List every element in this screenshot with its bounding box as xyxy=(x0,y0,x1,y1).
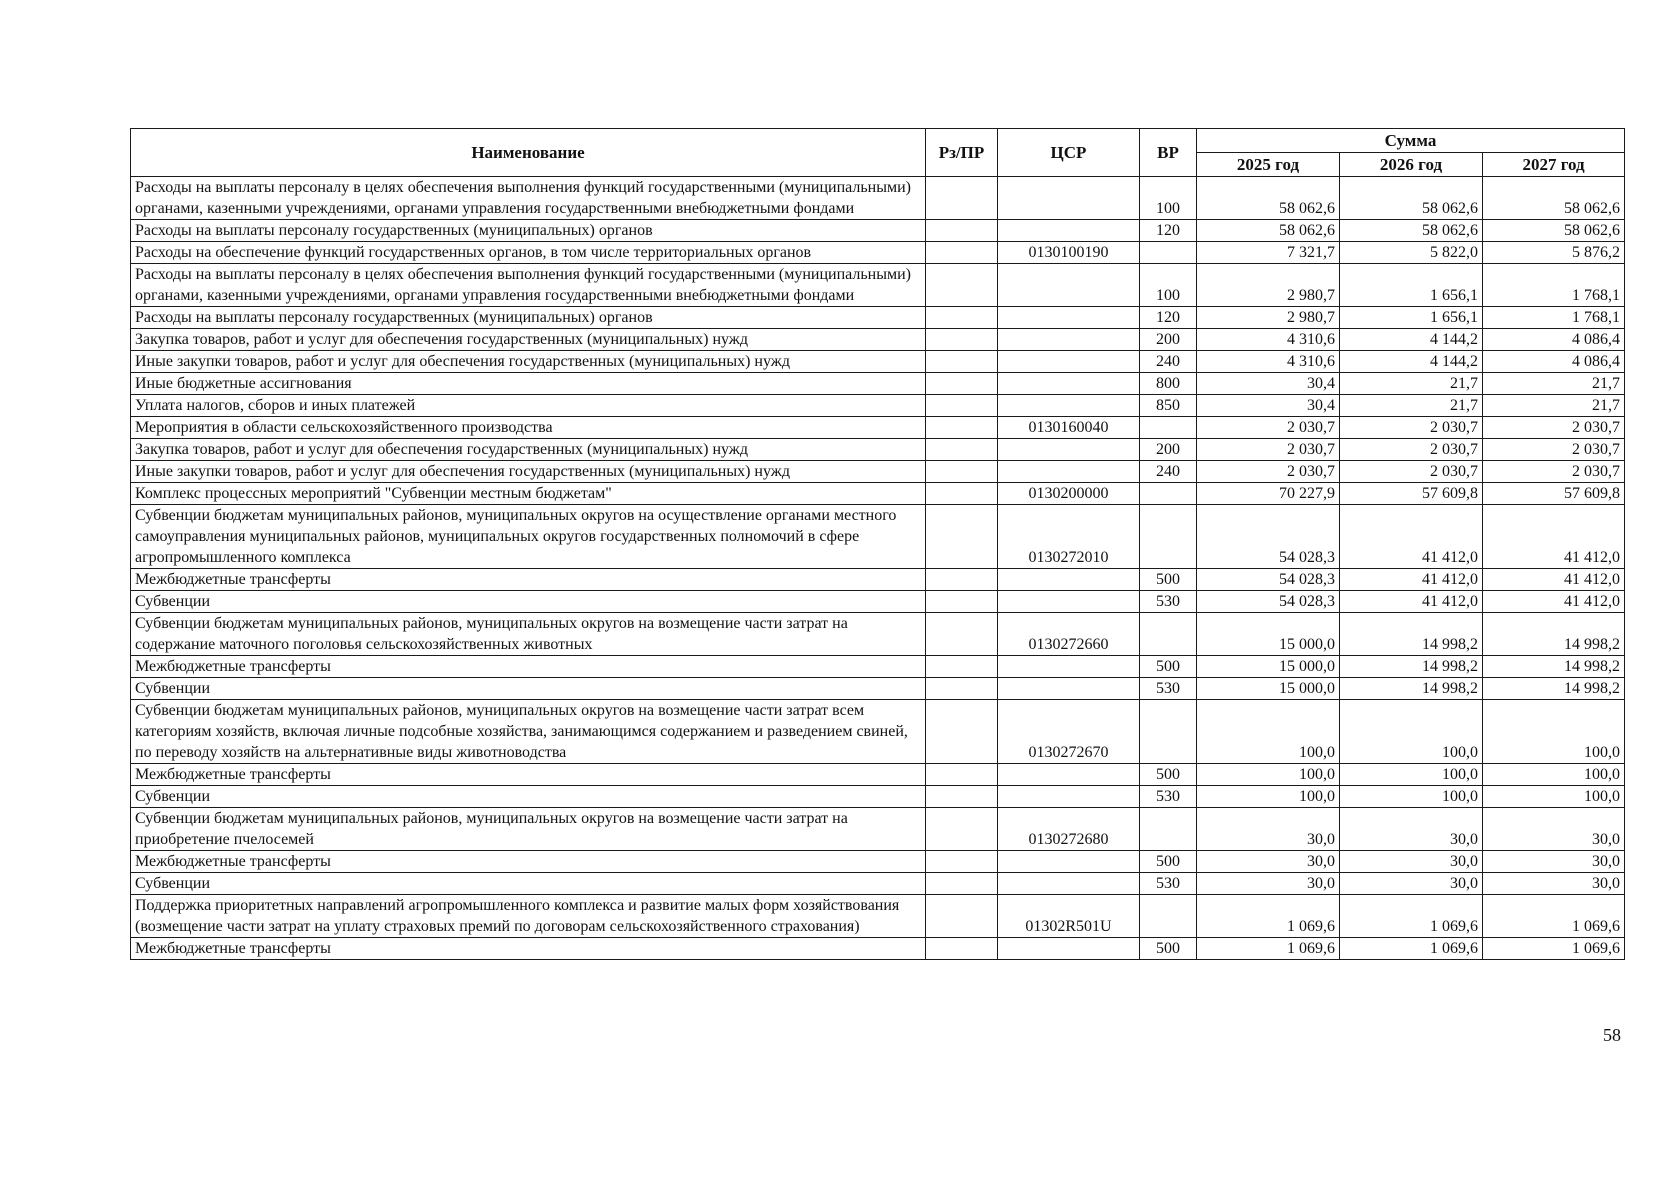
table-row xyxy=(131,264,1625,307)
row-name: Межбюджетные трансферты xyxy=(131,569,926,591)
row-vr: 100 xyxy=(1140,177,1197,220)
row-sum-2025: 30,0 xyxy=(1197,873,1340,895)
row-name: Межбюджетные трансферты xyxy=(131,764,926,786)
row-sum-2026: 41 412,0 xyxy=(1340,569,1483,591)
table-row xyxy=(131,505,1625,569)
table-row xyxy=(131,483,1625,505)
row-rz-pr xyxy=(926,613,998,656)
row-name: Субвенции бюджетам муниципальных районов, муниципальных округов на осуществление органами местного самоуправления муниципальных районов, муниципальных округов государственных полномочий в сфере агропромышленного комплекса xyxy=(131,505,926,569)
row-sum-2026: 2 030,7 xyxy=(1340,461,1483,483)
row-csr: 0130272010 xyxy=(998,505,1140,569)
row-vr: 800 xyxy=(1140,373,1197,395)
row-sum-2026: 57 609,8 xyxy=(1340,483,1483,505)
row-vr: 200 xyxy=(1140,329,1197,351)
row-sum-2027: 100,0 xyxy=(1483,764,1625,786)
row-name: Субвенции xyxy=(131,786,926,808)
row-csr: 0130100190 xyxy=(998,242,1140,264)
row-sum-2026: 100,0 xyxy=(1340,700,1483,764)
table-row xyxy=(131,786,1625,808)
row-vr: 530 xyxy=(1140,786,1197,808)
row-sum-2027: 41 412,0 xyxy=(1483,591,1625,613)
row-sum-2025: 30,4 xyxy=(1197,373,1340,395)
row-rz-pr xyxy=(926,591,998,613)
row-sum-2025: 54 028,3 xyxy=(1197,591,1340,613)
row-csr xyxy=(998,220,1140,242)
row-rz-pr xyxy=(926,177,998,220)
row-name: Мероприятия в области сельскохозяйственного производства xyxy=(131,417,926,439)
row-rz-pr xyxy=(926,808,998,851)
table-row xyxy=(131,395,1625,417)
row-vr: 500 xyxy=(1140,851,1197,873)
row-name: Расходы на выплаты персоналу в целях обеспечения выполнения функций государственными (муниципальными) органами, казенными учреждениями, органами управления государственными внебюджетными фондами xyxy=(131,177,926,220)
table-row xyxy=(131,678,1625,700)
header-year-2027: 2027 год xyxy=(1483,153,1625,177)
row-name: Уплата налогов, сборов и иных платежей xyxy=(131,395,926,417)
row-sum-2026: 58 062,6 xyxy=(1340,177,1483,220)
row-sum-2027: 1 069,6 xyxy=(1483,938,1625,960)
row-sum-2026: 2 030,7 xyxy=(1340,417,1483,439)
table-row xyxy=(131,851,1625,873)
row-sum-2026: 14 998,2 xyxy=(1340,613,1483,656)
row-name: Поддержка приоритетных направлений агропромышленного комплекса и развитие малых форм хозяйствования (возмещение части затрат на уплату страховых премий по договорам сельскохозяйственного страхования) xyxy=(131,895,926,938)
row-csr: 0130272670 xyxy=(998,700,1140,764)
row-sum-2025: 100,0 xyxy=(1197,786,1340,808)
row-sum-2027: 14 998,2 xyxy=(1483,678,1625,700)
row-rz-pr xyxy=(926,569,998,591)
row-sum-2026: 30,0 xyxy=(1340,873,1483,895)
row-rz-pr xyxy=(926,764,998,786)
row-sum-2026: 1 656,1 xyxy=(1340,307,1483,329)
row-name: Расходы на выплаты персоналу государственных (муниципальных) органов xyxy=(131,307,926,329)
row-csr xyxy=(998,307,1140,329)
row-rz-pr xyxy=(926,656,998,678)
row-sum-2025: 54 028,3 xyxy=(1197,569,1340,591)
row-sum-2026: 100,0 xyxy=(1340,764,1483,786)
row-rz-pr xyxy=(926,851,998,873)
row-sum-2025: 100,0 xyxy=(1197,700,1340,764)
row-csr xyxy=(998,678,1140,700)
row-rz-pr xyxy=(926,417,998,439)
table-row xyxy=(131,351,1625,373)
header-name: Наименование xyxy=(131,129,926,177)
row-sum-2027: 4 086,4 xyxy=(1483,351,1625,373)
table-row xyxy=(131,895,1625,938)
table-row xyxy=(131,373,1625,395)
table-row xyxy=(131,439,1625,461)
row-sum-2027: 41 412,0 xyxy=(1483,505,1625,569)
row-sum-2026: 100,0 xyxy=(1340,786,1483,808)
row-csr xyxy=(998,786,1140,808)
row-rz-pr xyxy=(926,242,998,264)
row-sum-2025: 2 030,7 xyxy=(1197,417,1340,439)
row-sum-2027: 14 998,2 xyxy=(1483,613,1625,656)
row-sum-2027: 1 768,1 xyxy=(1483,307,1625,329)
table-row xyxy=(131,569,1625,591)
row-name: Субвенции xyxy=(131,591,926,613)
row-rz-pr xyxy=(926,395,998,417)
row-rz-pr xyxy=(926,873,998,895)
row-sum-2026: 58 062,6 xyxy=(1340,220,1483,242)
row-name: Межбюджетные трансферты xyxy=(131,851,926,873)
row-name: Расходы на выплаты персоналу государственных (муниципальных) органов xyxy=(131,220,926,242)
row-vr: 120 xyxy=(1140,220,1197,242)
row-sum-2025: 30,0 xyxy=(1197,808,1340,851)
row-sum-2027: 41 412,0 xyxy=(1483,569,1625,591)
row-sum-2027: 58 062,6 xyxy=(1483,177,1625,220)
row-sum-2025: 2 980,7 xyxy=(1197,307,1340,329)
row-sum-2025: 2 030,7 xyxy=(1197,439,1340,461)
page-number: 58 xyxy=(1603,1025,1621,1045)
table-row xyxy=(131,329,1625,351)
row-vr xyxy=(1140,242,1197,264)
row-sum-2027: 21,7 xyxy=(1483,395,1625,417)
row-sum-2026: 4 144,2 xyxy=(1340,329,1483,351)
table-row xyxy=(131,613,1625,656)
row-csr xyxy=(998,851,1140,873)
row-sum-2026: 1 069,6 xyxy=(1340,938,1483,960)
row-sum-2027: 1 768,1 xyxy=(1483,264,1625,307)
row-sum-2025: 58 062,6 xyxy=(1197,177,1340,220)
row-sum-2027: 100,0 xyxy=(1483,700,1625,764)
row-vr: 500 xyxy=(1140,938,1197,960)
row-vr: 500 xyxy=(1140,569,1197,591)
header-sum: Сумма xyxy=(1197,129,1625,153)
row-vr xyxy=(1140,700,1197,764)
row-sum-2025: 2 980,7 xyxy=(1197,264,1340,307)
row-sum-2025: 4 310,6 xyxy=(1197,329,1340,351)
row-name: Иные бюджетные ассигнования xyxy=(131,373,926,395)
row-sum-2027: 14 998,2 xyxy=(1483,656,1625,678)
row-sum-2025: 7 321,7 xyxy=(1197,242,1340,264)
row-sum-2027: 2 030,7 xyxy=(1483,417,1625,439)
row-sum-2026: 41 412,0 xyxy=(1340,505,1483,569)
row-csr xyxy=(998,373,1140,395)
table-row xyxy=(131,461,1625,483)
row-sum-2027: 30,0 xyxy=(1483,808,1625,851)
row-sum-2026: 21,7 xyxy=(1340,395,1483,417)
row-rz-pr xyxy=(926,483,998,505)
row-csr xyxy=(998,461,1140,483)
table-row xyxy=(131,307,1625,329)
row-name: Закупка товаров, работ и услуг для обеспечения государственных (муниципальных) нужд xyxy=(131,439,926,461)
table-row xyxy=(131,242,1625,264)
row-vr: 500 xyxy=(1140,656,1197,678)
row-csr xyxy=(998,395,1140,417)
row-sum-2025: 100,0 xyxy=(1197,764,1340,786)
table-row xyxy=(131,808,1625,851)
row-vr xyxy=(1140,613,1197,656)
row-sum-2027: 30,0 xyxy=(1483,851,1625,873)
row-sum-2026: 21,7 xyxy=(1340,373,1483,395)
row-rz-pr xyxy=(926,938,998,960)
row-name: Расходы на выплаты персоналу в целях обеспечения выполнения функций государственными (муниципальными) органами, казенными учреждениями, органами управления государственными внебюджетными фондами xyxy=(131,264,926,307)
row-vr xyxy=(1140,505,1197,569)
row-sum-2025: 1 069,6 xyxy=(1197,938,1340,960)
row-sum-2026: 30,0 xyxy=(1340,808,1483,851)
row-vr xyxy=(1140,895,1197,938)
row-rz-pr xyxy=(926,678,998,700)
table-row xyxy=(131,873,1625,895)
row-sum-2027: 4 086,4 xyxy=(1483,329,1625,351)
row-name: Расходы на обеспечение функций государственных органов, в том числе территориальных органов xyxy=(131,242,926,264)
row-sum-2027: 2 030,7 xyxy=(1483,461,1625,483)
row-sum-2027: 100,0 xyxy=(1483,786,1625,808)
row-sum-2026: 1 069,6 xyxy=(1340,895,1483,938)
row-sum-2026: 30,0 xyxy=(1340,851,1483,873)
row-sum-2025: 70 227,9 xyxy=(1197,483,1340,505)
header-row xyxy=(131,129,1625,153)
row-csr: 0130200000 xyxy=(998,483,1140,505)
row-sum-2025: 4 310,6 xyxy=(1197,351,1340,373)
row-rz-pr xyxy=(926,895,998,938)
table-row xyxy=(131,656,1625,678)
row-name: Субвенции бюджетам муниципальных районов, муниципальных округов на возмещение части затрат на содержание маточного поголовья сельскохозяйственных животных xyxy=(131,613,926,656)
row-csr xyxy=(998,591,1140,613)
row-csr xyxy=(998,329,1140,351)
row-sum-2025: 58 062,6 xyxy=(1197,220,1340,242)
row-rz-pr xyxy=(926,329,998,351)
row-vr: 120 xyxy=(1140,307,1197,329)
table-row xyxy=(131,177,1625,220)
row-vr: 240 xyxy=(1140,461,1197,483)
row-sum-2025: 54 028,3 xyxy=(1197,505,1340,569)
table-row xyxy=(131,417,1625,439)
row-rz-pr xyxy=(926,505,998,569)
row-csr xyxy=(998,938,1140,960)
row-name: Межбюджетные трансферты xyxy=(131,656,926,678)
row-sum-2026: 5 822,0 xyxy=(1340,242,1483,264)
row-name: Иные закупки товаров, работ и услуг для обеспечения государственных (муниципальных) нужд xyxy=(131,461,926,483)
row-sum-2027: 5 876,2 xyxy=(1483,242,1625,264)
row-csr xyxy=(998,764,1140,786)
row-vr: 500 xyxy=(1140,764,1197,786)
row-sum-2027: 21,7 xyxy=(1483,373,1625,395)
row-csr xyxy=(998,439,1140,461)
budget-table xyxy=(130,128,1625,960)
row-sum-2025: 1 069,6 xyxy=(1197,895,1340,938)
row-name: Комплекс процессных мероприятий "Субвенции местным бюджетам" xyxy=(131,483,926,505)
row-name: Субвенции xyxy=(131,678,926,700)
row-sum-2026: 41 412,0 xyxy=(1340,591,1483,613)
row-csr xyxy=(998,264,1140,307)
row-sum-2025: 30,0 xyxy=(1197,851,1340,873)
row-csr xyxy=(998,656,1140,678)
row-rz-pr xyxy=(926,439,998,461)
row-name: Субвенции xyxy=(131,873,926,895)
table-row xyxy=(131,938,1625,960)
row-sum-2025: 15 000,0 xyxy=(1197,613,1340,656)
row-csr xyxy=(998,177,1140,220)
header-rz: Рз/ПР xyxy=(926,129,998,177)
row-rz-pr xyxy=(926,786,998,808)
row-vr: 200 xyxy=(1140,439,1197,461)
row-sum-2027: 58 062,6 xyxy=(1483,220,1625,242)
row-name: Закупка товаров, работ и услуг для обеспечения государственных (муниципальных) нужд xyxy=(131,329,926,351)
row-rz-pr xyxy=(926,351,998,373)
row-sum-2027: 30,0 xyxy=(1483,873,1625,895)
row-sum-2025: 15 000,0 xyxy=(1197,678,1340,700)
row-vr xyxy=(1140,483,1197,505)
row-vr xyxy=(1140,417,1197,439)
row-rz-pr xyxy=(926,373,998,395)
row-sum-2026: 1 656,1 xyxy=(1340,264,1483,307)
row-name: Иные закупки товаров, работ и услуг для обеспечения государственных (муниципальных) нужд xyxy=(131,351,926,373)
table-row xyxy=(131,700,1625,764)
row-rz-pr xyxy=(926,700,998,764)
row-sum-2026: 2 030,7 xyxy=(1340,439,1483,461)
row-sum-2027: 2 030,7 xyxy=(1483,439,1625,461)
row-vr xyxy=(1140,808,1197,851)
row-sum-2026: 14 998,2 xyxy=(1340,656,1483,678)
row-csr xyxy=(998,569,1140,591)
row-vr: 530 xyxy=(1140,678,1197,700)
row-vr: 850 xyxy=(1140,395,1197,417)
header-csr: ЦСР xyxy=(998,129,1140,177)
row-name: Субвенции бюджетам муниципальных районов, муниципальных округов на возмещение части затрат всем категориям хозяйств, включая личные подсобные хозяйства, занимающимся содержанием и разведением свиней, по переводу хозяйств на альтернативные виды животноводства xyxy=(131,700,926,764)
row-vr: 100 xyxy=(1140,264,1197,307)
row-name: Межбюджетные трансферты xyxy=(131,938,926,960)
row-csr: 0130272660 xyxy=(998,613,1140,656)
header-vr: ВР xyxy=(1140,129,1197,177)
row-sum-2026: 14 998,2 xyxy=(1340,678,1483,700)
row-csr xyxy=(998,873,1140,895)
header-year-2025: 2025 год xyxy=(1197,153,1340,177)
table-row xyxy=(131,764,1625,786)
row-sum-2027: 1 069,6 xyxy=(1483,895,1625,938)
table-row xyxy=(131,591,1625,613)
row-csr xyxy=(998,351,1140,373)
row-csr: 01302R501U xyxy=(998,895,1140,938)
row-vr: 240 xyxy=(1140,351,1197,373)
row-sum-2025: 15 000,0 xyxy=(1197,656,1340,678)
row-csr: 0130272680 xyxy=(998,808,1140,851)
row-sum-2027: 57 609,8 xyxy=(1483,483,1625,505)
row-rz-pr xyxy=(926,220,998,242)
row-csr: 0130160040 xyxy=(998,417,1140,439)
row-rz-pr xyxy=(926,307,998,329)
row-sum-2026: 4 144,2 xyxy=(1340,351,1483,373)
row-rz-pr xyxy=(926,461,998,483)
row-sum-2025: 30,4 xyxy=(1197,395,1340,417)
row-sum-2025: 2 030,7 xyxy=(1197,461,1340,483)
row-vr: 530 xyxy=(1140,873,1197,895)
row-vr: 530 xyxy=(1140,591,1197,613)
header-year-2026: 2026 год xyxy=(1340,153,1483,177)
row-rz-pr xyxy=(926,264,998,307)
row-name: Субвенции бюджетам муниципальных районов, муниципальных округов на возмещение части затрат на приобретение пчелосемей xyxy=(131,808,926,851)
table-row xyxy=(131,220,1625,242)
